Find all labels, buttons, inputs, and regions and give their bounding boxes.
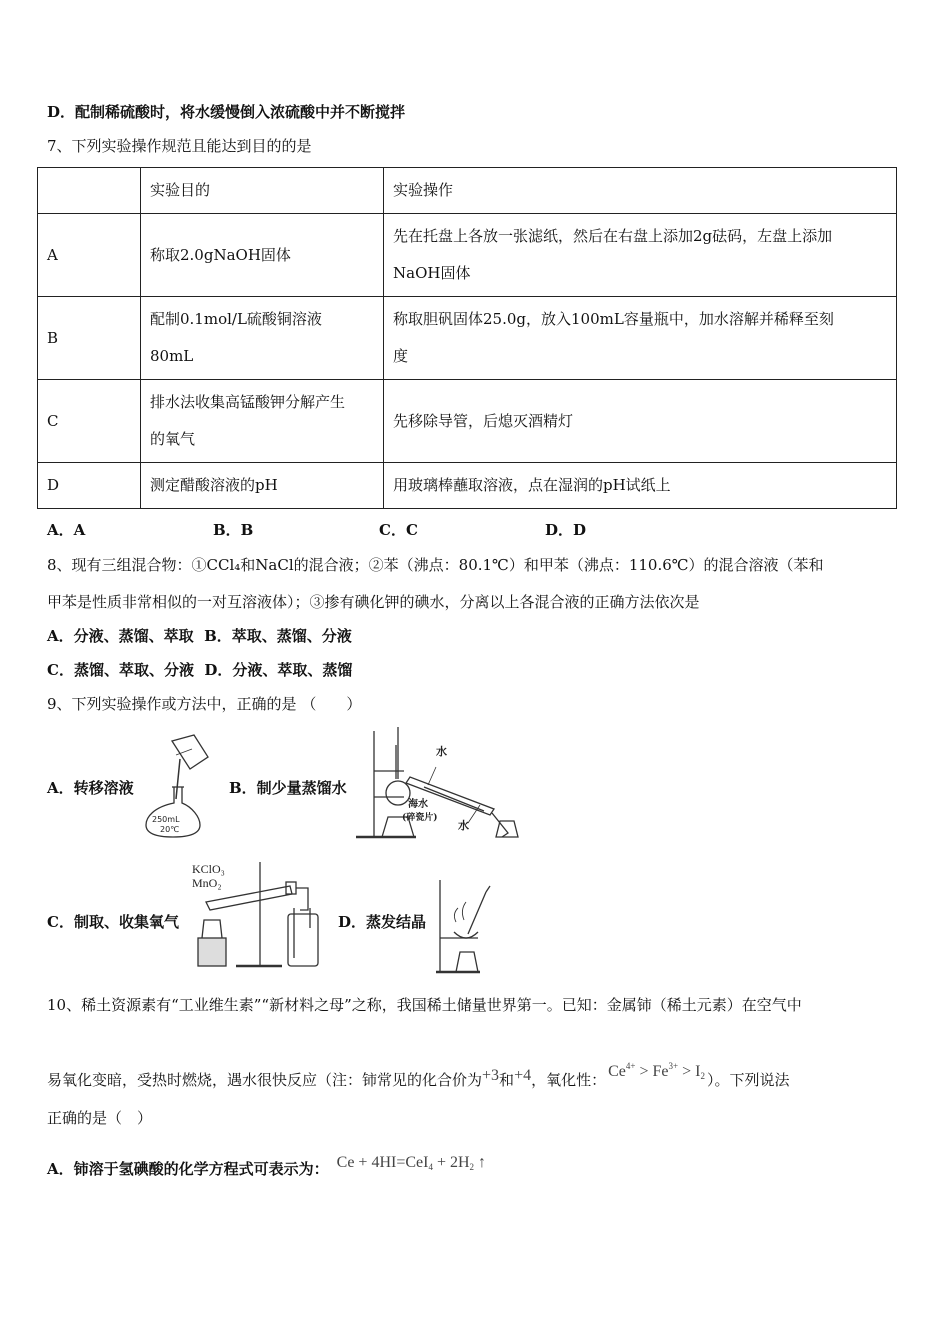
cell-line: 称取2.0gNaOH固体 — [150, 245, 291, 264]
porcelain-chips-label: (碎瓷片) — [402, 813, 438, 823]
table-header-cell: 实验操作 — [384, 168, 897, 214]
ox-gt: > — [635, 1063, 653, 1080]
valence-plus4: +4 — [514, 1067, 532, 1084]
row-label: C — [38, 380, 141, 463]
row-label: A — [38, 214, 141, 297]
cell-line: 的氧气 — [150, 430, 196, 448]
reagent-kclo3-label: KClO₃ — [192, 862, 225, 876]
cell-line: 先在托盘上各放一张滤纸，然后在右盘上添加2g砝码，左盘上添加 — [393, 227, 833, 245]
table-row — [38, 214, 897, 297]
q10-stem-line2 — [47, 1055, 789, 1091]
flask-volume-label: 250mL — [152, 815, 180, 824]
q7-option-c: C．C — [379, 521, 418, 539]
eq-sub: 2 — [469, 1162, 475, 1172]
ox-gt: > — [678, 1063, 696, 1080]
collection-bottle — [288, 914, 318, 966]
q8-option-d: D．分液、萃取、蒸馏 — [204, 661, 353, 679]
row-operation — [384, 214, 897, 297]
q9-option-c: C．制取、收集氧气 — [47, 913, 179, 931]
eq-left: Ce + 4HI=CeI — [336, 1154, 429, 1171]
q9-option-d: D．蒸发结晶 — [338, 913, 427, 931]
figure-distillation — [352, 725, 522, 841]
cell-line: 80mL — [150, 347, 194, 365]
q10-stem-line1: 10、稀土资源素有“工业维生素”“新材料之母”之称，我国稀土储量世界第一。已知：金属铈（稀土元素）在空气中 — [47, 996, 802, 1014]
cell-line: 用玻璃棒蘸取溶液，点在湿润的pH试纸上 — [393, 476, 671, 494]
cell-line: 测定醋酸溶液的pH — [150, 476, 278, 494]
q8-option-a: A．分液、蒸馏、萃取 — [47, 627, 194, 645]
q10-text-c: ）。下列说法 — [706, 1071, 790, 1089]
q9-stem: 9、下列实验操作或方法中，正确的是 （ ） — [47, 695, 362, 713]
water-inlet-label: 水 — [436, 745, 447, 758]
q8-stem-line2: 甲苯是性质非常相似的一对互溶液体）；③掺有碘化钾的碘水，分离以上各混合液的正确方法依次是 — [47, 593, 700, 611]
oxidizing-order — [608, 1063, 705, 1080]
table-row — [38, 297, 897, 380]
cell-line: 称取胆矾固体25.0g，放入100mL容量瓶中，加水溶解并稀释至刻 — [393, 310, 834, 328]
q7-options — [47, 519, 586, 541]
row-label: D — [38, 463, 141, 509]
q8-options-row2 — [47, 659, 352, 681]
row-operation — [384, 297, 897, 380]
q10-stem-line3: 正确的是（ ） — [47, 1109, 153, 1127]
figure-transfer-solution — [132, 733, 214, 839]
row-goal — [141, 214, 384, 297]
table-header-row — [38, 168, 897, 214]
receiving-flask — [496, 821, 518, 837]
cell-line: 排水法收集高锰酸钾分解产生 — [150, 393, 346, 411]
steam — [454, 902, 466, 922]
eq-sub: 4 — [428, 1162, 433, 1172]
q10-option-a-text: A．铈溶于氢碘酸的化学方程式可表示为： — [47, 1160, 329, 1178]
q8-option-b: B．萃取、蒸馏、分液 — [204, 627, 352, 645]
ox-i-subscript: 2 — [700, 1071, 705, 1081]
alcohol-lamp — [202, 920, 222, 938]
cell-line: 先移除导管，后熄灭酒精灯 — [393, 411, 574, 430]
row-goal — [141, 463, 384, 509]
q9-option-b: B．制少量蒸馏水 — [229, 779, 347, 797]
q7-option-d: D．D — [545, 521, 587, 539]
figure-evaporation — [434, 878, 500, 974]
row-goal — [141, 380, 384, 463]
table-row — [38, 463, 897, 509]
q7-table — [37, 167, 897, 509]
reagent-mno2-label: MnO₂ — [192, 876, 222, 890]
table-row — [38, 380, 897, 463]
valence-plus3: +3 — [482, 1067, 500, 1084]
ox-ce-charge: 4+ — [625, 1061, 636, 1071]
q10-text-a: 易氧化变暗，受热时燃烧，遇水很快反应（注：铈常见的化合价为 — [47, 1071, 483, 1089]
gas-arrow-icon: ↑ — [474, 1154, 487, 1171]
q8-option-c: C．蒸馏、萃取、分液 — [47, 661, 194, 679]
glass-rod — [176, 759, 180, 799]
wood-block — [198, 938, 226, 966]
q10-text-b: ，氧化性： — [531, 1071, 607, 1089]
ox-ce: Ce — [608, 1063, 626, 1080]
equation — [337, 1154, 486, 1171]
glass-rod — [468, 892, 486, 934]
q10-option-a — [47, 1152, 486, 1180]
ox-fe: Fe — [652, 1063, 669, 1080]
q7-stem: 7、下列实验操作规范且能达到目的的是 — [47, 137, 312, 155]
cell-line: 配制0.1mol/L硫酸铜溶液 — [150, 310, 322, 328]
figure-oxygen-collection — [190, 858, 326, 972]
q9-option-a: A．转移溶液 — [47, 779, 134, 797]
q8-options-row1 — [47, 625, 352, 647]
table-header-cell — [38, 168, 141, 214]
distilling-flask — [386, 781, 410, 805]
flask-temp-label: 20℃ — [160, 825, 180, 834]
row-operation — [384, 380, 897, 463]
evaporating-dish — [454, 932, 478, 938]
ox-i: I — [695, 1063, 701, 1080]
row-label: B — [38, 297, 141, 380]
q7-option-b: B．B — [213, 521, 254, 539]
q8-stem-line1: 8、现有三组混合物：①CCl₄和NaCl的混合液；②苯（沸点：80.1℃）和甲苯（沸点：110.6℃）的混合溶液（苯和 — [47, 556, 824, 574]
table-header-cell: 实验目的 — [141, 168, 384, 214]
cell-line: NaOH固体 — [393, 264, 471, 282]
q6-option-d: D．配制稀硫酸时，将水缓慢倒入浓硫酸中并不断搅拌 — [47, 103, 406, 121]
water-outlet-label: 水 — [458, 819, 469, 832]
row-goal — [141, 297, 384, 380]
cell-line: 度 — [393, 347, 409, 365]
q10-and: 和 — [499, 1071, 515, 1089]
seawater-label: 海水 — [408, 799, 428, 810]
ox-fe-charge: 3+ — [668, 1061, 679, 1071]
eq-mid: + 2H — [432, 1154, 470, 1171]
q7-option-a: A．A — [47, 521, 86, 539]
row-operation — [384, 463, 897, 509]
beaker-outline — [172, 735, 208, 769]
alcohol-lamp — [456, 952, 478, 972]
